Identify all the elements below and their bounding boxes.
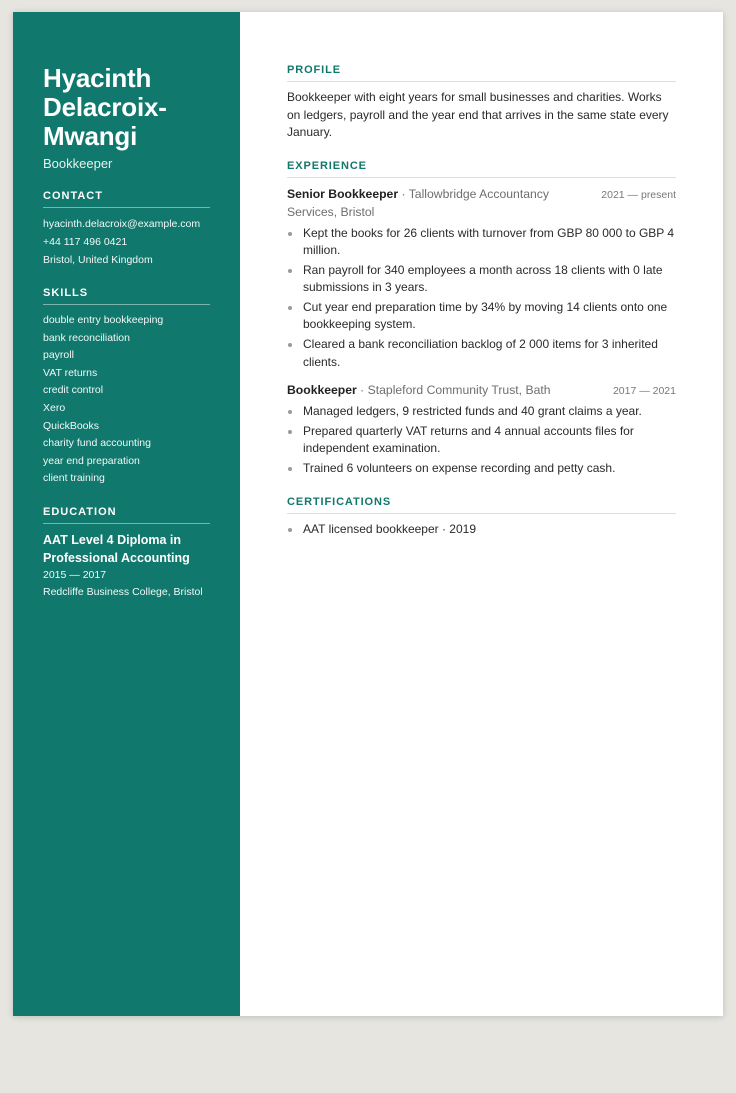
contact-heading: CONTACT: [43, 190, 210, 208]
job-title: Bookkeeper: [287, 383, 357, 398]
skill-item: payroll: [43, 349, 74, 362]
contact-phone: +44 117 496 0421: [43, 236, 128, 248]
job-dates: 2021 — present: [601, 188, 676, 201]
skill-item: QuickBooks: [43, 419, 100, 432]
skills-list: [43, 312, 210, 488]
skill-item: charity fund accounting: [43, 437, 151, 450]
certification-item: AAT licensed bookkeeper · 2019: [287, 521, 676, 539]
skill-item: Xero: [43, 401, 66, 414]
job-dates: 2017 — 2021: [612, 385, 676, 398]
education-title: AAT Level 4 Diploma in Professional Accounting: [43, 532, 190, 565]
sidebar: [13, 12, 240, 1016]
profile-text: Bookkeeper with eight years for small businesses and charities. Works on ledgers, payroll and the year end that arrives in the same state every January.: [287, 90, 669, 139]
skills-heading: SKILLS: [43, 287, 210, 305]
job-bullet: Trained 6 volunteers on expense recording and petty cash.: [287, 460, 676, 478]
job-organization: Tallowbridge Accountancy Services, Bristol: [287, 186, 549, 219]
resume-page: [13, 12, 723, 1016]
skill-item: double entry bookkeeping: [43, 314, 164, 326]
skill-item: client training: [43, 472, 105, 485]
contact-location: Bristol, United Kingdom: [43, 254, 153, 266]
candidate-name: Hyacinth Delacroix-Mwangi: [43, 63, 167, 151]
education-heading: EDUCATION: [43, 506, 210, 524]
profile-heading: PROFILE: [287, 64, 676, 82]
candidate-role: Bookkeeper: [43, 156, 113, 171]
job-bullet: Managed ledgers, 9 restricted funds and 40 grant claims a year.: [287, 403, 676, 421]
skill-item: bank reconciliation: [43, 331, 130, 344]
certifications-list: [287, 521, 676, 539]
skill-item: credit control: [43, 384, 104, 397]
main-content: [240, 12, 723, 1016]
job-bullet: Cut year end preparation time by 34% by moving 14 clients onto one bookkeeping system.: [287, 299, 676, 334]
education-school: Redcliffe Business College, Bristol: [43, 586, 203, 599]
certifications-heading: CERTIFICATIONS: [287, 496, 676, 514]
education-dates: 2015 — 2017: [43, 568, 107, 581]
job-bullet: Prepared quarterly VAT returns and 4 annual accounts files for independent examination.: [287, 423, 676, 458]
job-bullet: Kept the books for 26 clients with turnover from GBP 80 000 to GBP 4 million.: [287, 225, 676, 260]
job-entry: [287, 185, 676, 372]
skill-item: VAT returns: [43, 366, 98, 379]
job-separator: ·: [360, 383, 365, 398]
job-bullet: Ran payroll for 340 employees a month across 18 clients with 0 late submissions in 3 years.: [287, 262, 676, 297]
job-header: [287, 185, 676, 221]
job-bullet: Cleared a bank reconciliation backlog of 2 000 items for 3 inherited clients.: [287, 336, 676, 371]
contact-list: [43, 215, 210, 269]
experience-heading: EXPERIENCE: [287, 160, 676, 178]
contact-email: hyacinth.delacroix@example.com: [43, 218, 201, 230]
job-header: [287, 381, 676, 399]
job-organization: Stapleford Community Trust, Bath: [367, 383, 551, 398]
job-title: Senior Bookkeeper: [287, 186, 399, 201]
skill-item: year end preparation: [43, 454, 140, 467]
job-separator: ·: [401, 186, 406, 201]
job-bullets: [287, 225, 676, 372]
job-entry: [287, 381, 676, 477]
job-bullets: [287, 403, 676, 477]
